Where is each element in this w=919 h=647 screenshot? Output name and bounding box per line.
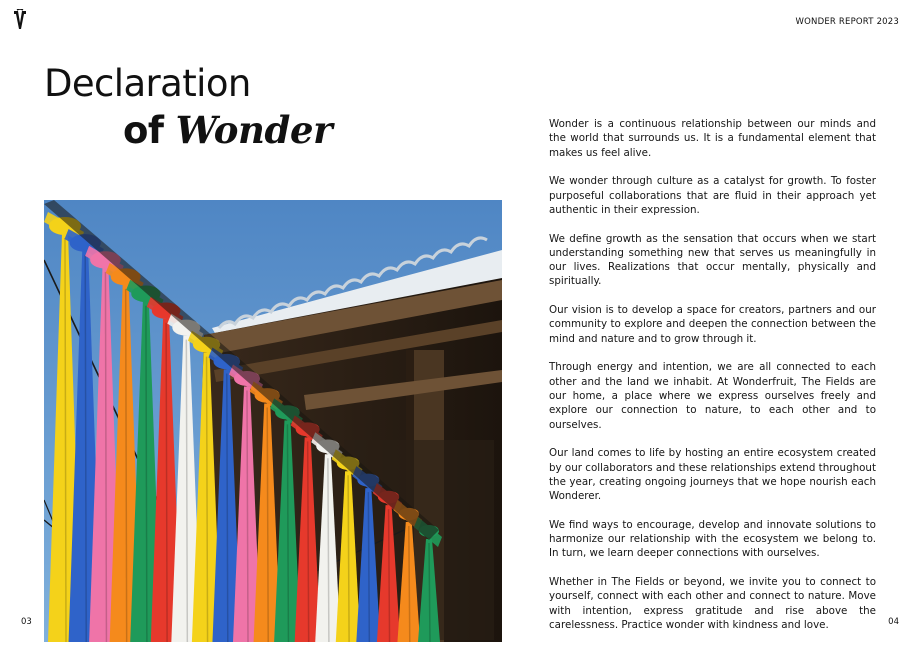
paragraph: Through energy and intention, we are all connected to each other and the land we inhabit. At Wonderfruit, The Fields are our home, a place where we express ourselves freely and explore our connection to nature, to each other and to ourselves.	[549, 361, 876, 431]
fabric-fold	[247, 391, 248, 643]
paragraph: We define growth as the sensation that occurs when we start understanding something new that serves us meaningfully in our lives. Realizations that occur mentally, physically and spiritually.	[549, 232, 876, 288]
page-title-line2	[123, 108, 332, 153]
fabric-fold	[85, 255, 86, 642]
fabric-fold	[105, 272, 106, 642]
paragraph: Our vision is to develop a space for creators, partners and our community to explore and deepen the connection between the mind and nature and to grow through it.	[549, 304, 876, 345]
fabric-fold	[429, 543, 430, 642]
declaration-body	[549, 117, 876, 647]
fabric-fold	[126, 289, 127, 642]
fabric-fold	[166, 323, 167, 642]
fabric-fold	[328, 458, 329, 642]
paragraph: We find ways to encourage, develop and innovate solutions to harmonize our relationship with the ecosystem we belong to. In turn, we learn deeper connections with ourselves.	[549, 518, 876, 560]
paragraph: Wonder is a continuous relationship between our minds and the world that surrounds us. It is a fundamental element that makes us feel alive.	[549, 118, 876, 159]
fabric-fold	[207, 357, 208, 642]
fabric-fold	[65, 238, 66, 642]
fabric-fold	[348, 475, 349, 642]
fabric-fold	[186, 340, 187, 642]
fabric-fold	[409, 526, 410, 642]
fabric-fold	[308, 441, 309, 642]
paragraph: Our land comes to life by hosting an entire ecosystem created by our collaborators and these relationships extend throughout the year, creating ongoing journeys that we hope nourish each Wonderer.	[549, 447, 876, 503]
title-emphasis: Wonder	[175, 108, 333, 152]
fabric-fold	[287, 424, 288, 642]
title-prefix: of	[123, 109, 176, 152]
page-title-line1: Declaration	[44, 62, 251, 105]
page-number-right: 04	[888, 617, 899, 627]
fabric-fold	[267, 407, 268, 642]
fabric-fold	[389, 509, 390, 642]
paragraph: Whether in The Fields or beyond, we invite you to connect to yourself, connect with each other and connect to nature. Move with intention, express gratitude and rise above the carelessness. Practice wonder with kindness and love.	[549, 576, 876, 632]
paragraph: We wonder through culture as a catalyst for growth. To foster purposeful collaborations that are fluid in their approach yet authentic in their expression.	[549, 175, 876, 216]
fabric-fold	[146, 306, 147, 642]
report-title: WONDER REPORT 2023	[795, 17, 899, 27]
fabric-fold	[368, 492, 369, 642]
wonderfruit-logo-icon	[12, 9, 28, 31]
fabric-fold	[227, 374, 228, 642]
fabric-canopy-image	[44, 200, 502, 642]
page-number-left: 03	[21, 617, 32, 627]
hero-photo	[44, 200, 502, 642]
